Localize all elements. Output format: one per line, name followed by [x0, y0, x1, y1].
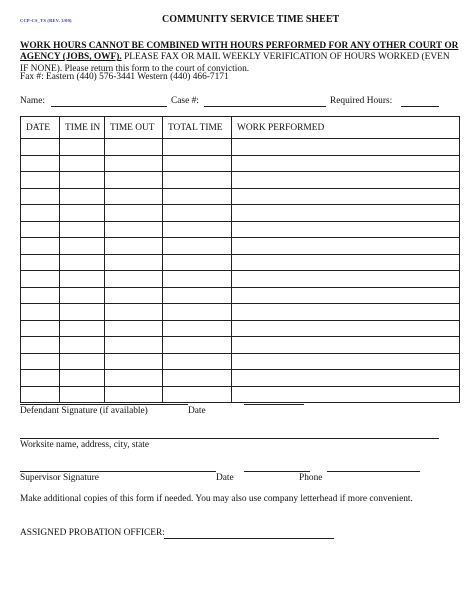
table-cell[interactable]: [60, 139, 105, 156]
required-hours-field[interactable]: [401, 106, 439, 107]
table-cell[interactable]: [232, 370, 460, 387]
table-cell[interactable]: [21, 304, 60, 321]
table-cell[interactable]: [60, 337, 105, 354]
table-cell[interactable]: [232, 254, 460, 271]
notice-paragraph: [20, 41, 460, 75]
table-cell[interactable]: [60, 238, 105, 255]
case-number-field[interactable]: [204, 106, 326, 107]
table-row: [21, 238, 460, 255]
table-cell[interactable]: [232, 188, 460, 205]
table-cell[interactable]: [163, 188, 232, 205]
table-cell[interactable]: [105, 139, 163, 156]
name-field[interactable]: [51, 106, 167, 107]
defendant-date-label: Date: [188, 406, 206, 416]
table-cell[interactable]: [163, 205, 232, 222]
table-cell[interactable]: [60, 205, 105, 222]
table-cell[interactable]: [232, 205, 460, 222]
table-cell[interactable]: [60, 172, 105, 189]
table-cell[interactable]: [21, 139, 60, 156]
table-cell[interactable]: [232, 221, 460, 238]
table-cell[interactable]: [21, 188, 60, 205]
notice-bold-text: WORK HOURS CANNOT BE COMBINED WITH HOURS PERFORMED FOR ANY OTHER COURT OR AGENCY (JOBS, OWF).: [20, 41, 459, 63]
table-cell[interactable]: [232, 353, 460, 370]
table-cell[interactable]: [105, 271, 163, 288]
notice-text: PLEASE FAX OR MAIL WEEKLY VERIFICATION OF HOURS WORKED (EVEN IF NONE). Please return this form to the court of conviction.: [20, 52, 450, 74]
supervisor-signature-label: Supervisor Signature: [20, 473, 99, 483]
supervisor-phone-label: Phone: [299, 473, 323, 483]
table-cell[interactable]: [60, 386, 105, 403]
table-cell[interactable]: [232, 304, 460, 321]
table-cell[interactable]: [21, 287, 60, 304]
required-hours-label: Required Hours:: [330, 96, 393, 106]
table-cell[interactable]: [163, 320, 232, 337]
table-cell[interactable]: [21, 353, 60, 370]
table-cell[interactable]: [105, 188, 163, 205]
table-cell[interactable]: [163, 221, 232, 238]
supervisor-date-label: Date: [216, 473, 234, 483]
table-row: [21, 320, 460, 337]
table-cell[interactable]: [232, 271, 460, 288]
table-cell[interactable]: [21, 155, 60, 172]
probation-officer-label: ASSIGNED PROBATION OFFICER:: [20, 528, 165, 538]
table-cell[interactable]: [21, 337, 60, 354]
table-row: [21, 353, 460, 370]
column-header: DATE: [21, 117, 60, 139]
column-header: TOTAL TIME: [163, 117, 232, 139]
table-cell[interactable]: [21, 221, 60, 238]
table-row: [21, 337, 460, 354]
table-cell[interactable]: [163, 370, 232, 387]
defendant-signature-line[interactable]: [20, 404, 188, 405]
table-cell[interactable]: [105, 386, 163, 403]
table-cell[interactable]: [105, 337, 163, 354]
table-cell[interactable]: [105, 353, 163, 370]
name-label: Name:: [20, 96, 45, 106]
table-cell[interactable]: [232, 287, 460, 304]
table-row: [21, 304, 460, 321]
table-cell[interactable]: [60, 188, 105, 205]
probation-officer-field[interactable]: [164, 538, 334, 539]
table-cell[interactable]: [163, 155, 232, 172]
table-cell[interactable]: [105, 287, 163, 304]
table-row: [21, 172, 460, 189]
table-cell[interactable]: [232, 320, 460, 337]
table-cell[interactable]: [232, 238, 460, 255]
table-row: [21, 287, 460, 304]
form-code: CCP-CS_TS (REV. 3/09): [20, 18, 72, 23]
table-cell[interactable]: [163, 287, 232, 304]
worksite-line[interactable]: [20, 438, 439, 439]
table-cell[interactable]: [21, 254, 60, 271]
table-cell[interactable]: [21, 205, 60, 222]
table-row: [21, 221, 460, 238]
table-cell[interactable]: [105, 238, 163, 255]
column-header: TIME IN: [60, 117, 105, 139]
column-header: TIME OUT: [105, 117, 163, 139]
defendant-signature-label: Defendant Signature (if available): [20, 406, 148, 416]
table-row: [21, 155, 460, 172]
table-cell[interactable]: [60, 287, 105, 304]
defendant-date-line[interactable]: [244, 404, 304, 405]
supervisor-date-line[interactable]: [244, 471, 310, 472]
fax-numbers: Fax #: Eastern (440) 576-3441 Western (440) 466-7171: [20, 72, 229, 82]
table-cell[interactable]: [232, 337, 460, 354]
table-cell[interactable]: [163, 353, 232, 370]
table-cell[interactable]: [60, 370, 105, 387]
table-cell[interactable]: [60, 304, 105, 321]
table-cell[interactable]: [21, 386, 60, 403]
copies-note: Make additional copies of this form if needed. You may also use company letterhead if more convenient.: [20, 494, 413, 504]
table-cell[interactable]: [60, 254, 105, 271]
table-row: [21, 386, 460, 403]
table-cell[interactable]: [60, 221, 105, 238]
table-row: [21, 188, 460, 205]
table-cell[interactable]: [21, 271, 60, 288]
table-cell[interactable]: [163, 304, 232, 321]
page-title: COMMUNITY SERVICE TIME SHEET: [162, 14, 340, 25]
table-cell[interactable]: [163, 337, 232, 354]
table-cell[interactable]: [163, 386, 232, 403]
table-body: [21, 139, 460, 403]
table-row: [21, 205, 460, 222]
table-cell[interactable]: [105, 370, 163, 387]
time-sheet-table: [20, 116, 460, 403]
table-cell[interactable]: [232, 139, 460, 156]
table-cell[interactable]: [232, 155, 460, 172]
table-cell[interactable]: [21, 172, 60, 189]
table-cell[interactable]: [21, 320, 60, 337]
table-cell[interactable]: [60, 320, 105, 337]
table-cell[interactable]: [163, 271, 232, 288]
table-row: [21, 370, 460, 387]
table-cell[interactable]: [105, 172, 163, 189]
table-cell[interactable]: [163, 172, 232, 189]
table-cell[interactable]: [105, 320, 163, 337]
table-cell[interactable]: [105, 221, 163, 238]
table-cell[interactable]: [60, 271, 105, 288]
table-row: [21, 254, 460, 271]
table-cell[interactable]: [232, 386, 460, 403]
worksite-label: Worksite name, address, city, state: [20, 440, 150, 450]
table-cell[interactable]: [21, 238, 60, 255]
table-cell[interactable]: [21, 370, 60, 387]
table-cell[interactable]: [60, 353, 105, 370]
table-cell[interactable]: [105, 254, 163, 271]
table-cell[interactable]: [60, 155, 105, 172]
table-header-row: [21, 117, 460, 139]
table-cell[interactable]: [163, 139, 232, 156]
supervisor-phone-line[interactable]: [327, 471, 420, 472]
table-cell[interactable]: [232, 172, 460, 189]
table-row: [21, 271, 460, 288]
table-cell[interactable]: [105, 304, 163, 321]
table-cell[interactable]: [105, 205, 163, 222]
table-cell[interactable]: [105, 155, 163, 172]
table-row: [21, 139, 460, 156]
column-header: WORK PERFORMED: [232, 117, 460, 139]
case-number-label: Case #:: [171, 96, 199, 106]
table-cell[interactable]: [163, 254, 232, 271]
table-cell[interactable]: [163, 238, 232, 255]
supervisor-signature-line[interactable]: [20, 471, 216, 472]
